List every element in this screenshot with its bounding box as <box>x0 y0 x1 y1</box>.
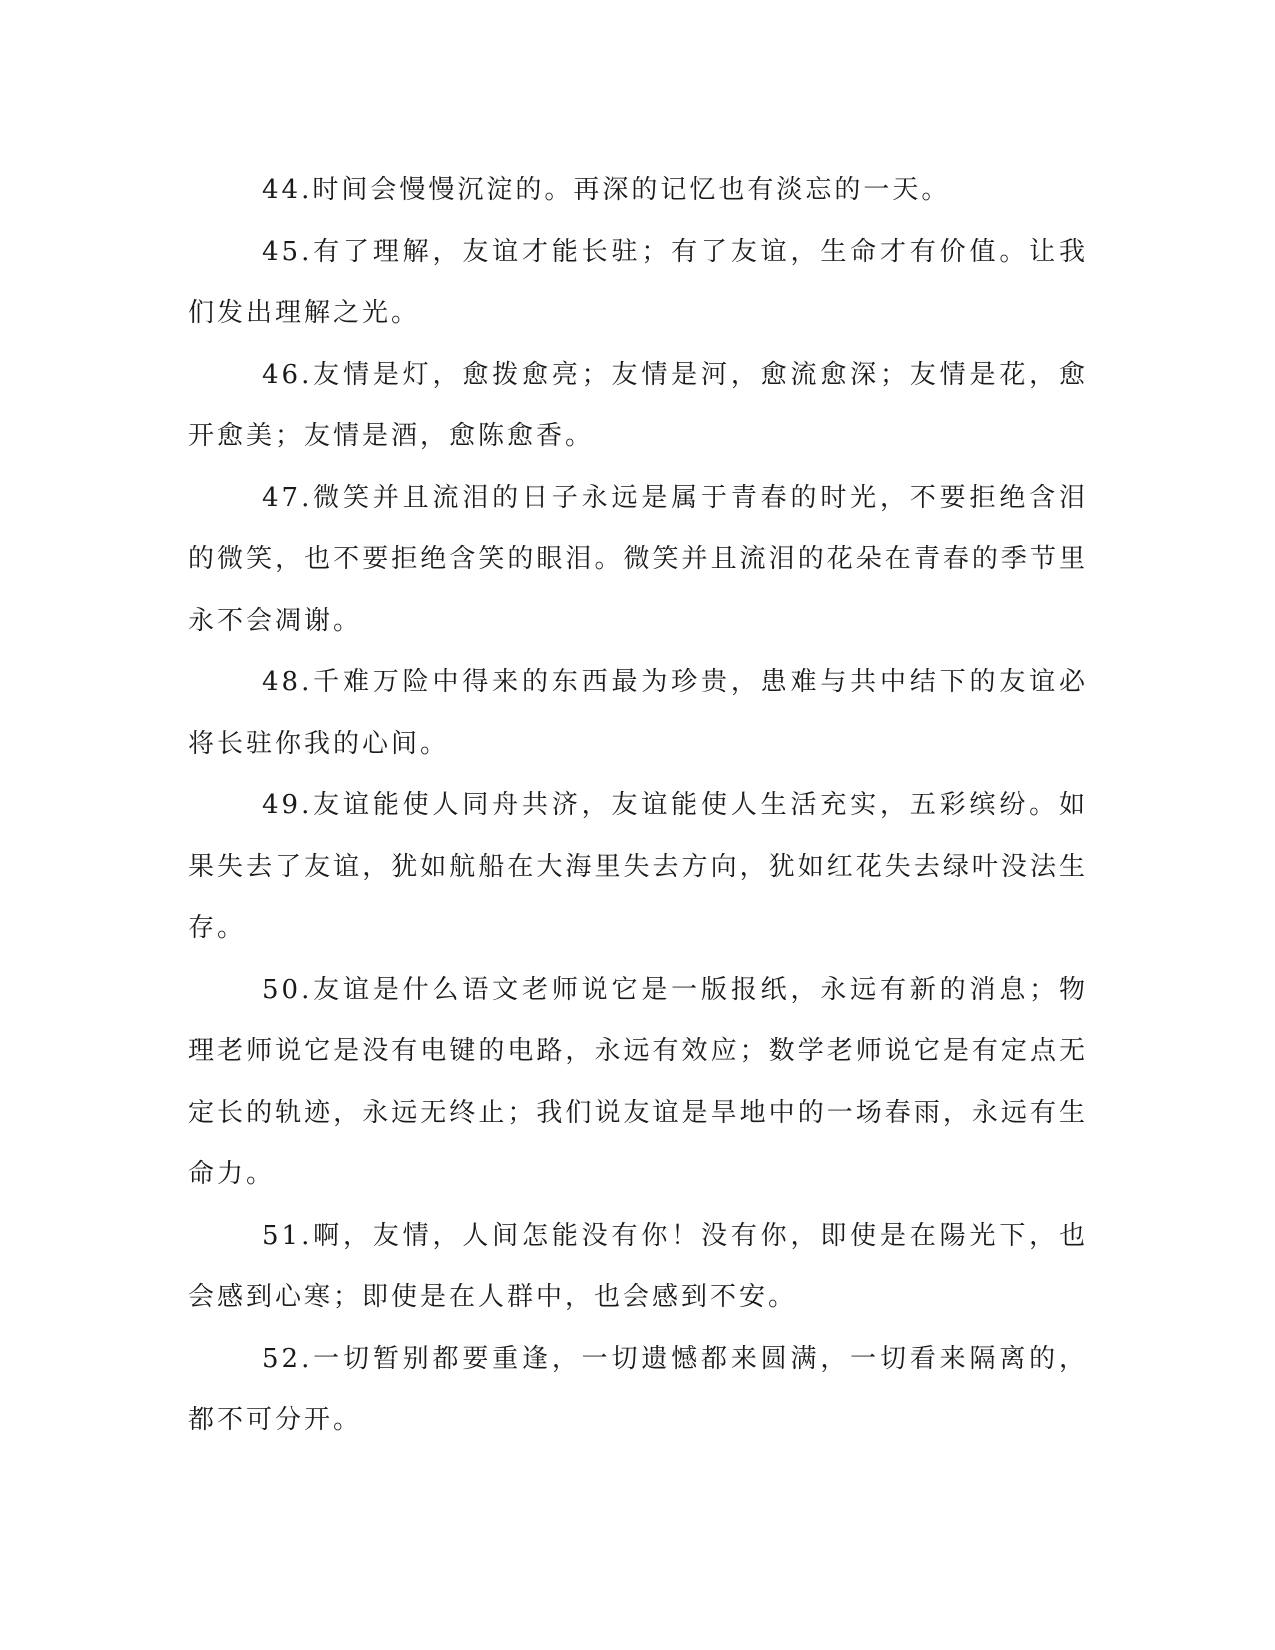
paragraph-52: 52.一切暂别都要重逢，一切遗憾都来圆满，一切看来隔离的，都不可分开。 <box>188 1343 1088 1435</box>
paragraph-50: 50.友谊是什么语文老师说它是一版报纸，永远有新的消息；物理老师说它是没有电键的电路，永远有效应；数学老师说它是有定点无定长的轨迹，永远无终止；我们说友谊是旱地中的一场春雨，永远有生命力。 <box>188 974 1088 1189</box>
paragraph-46: 46.友情是灯，愈拨愈亮；友情是河，愈流愈深；友情是花，愈开愈美；友情是酒，愈陈愈香。 <box>188 359 1088 451</box>
paragraph-49: 49.友谊能使人同舟共济，友谊能使人生活充实，五彩缤纷。如果失去了友谊，犹如航船在大海里失去方向，犹如红花失去绿叶没法生存。 <box>188 790 1088 943</box>
document-body <box>188 160 1088 1452</box>
paragraph-44: 44.时间会慢慢沉淀的。再深的记忆也有淡忘的一天。 <box>262 175 951 205</box>
paragraph-45: 45.有了理解，友谊才能长驻；有了友谊，生命才有价值。让我们发出理解之光。 <box>188 236 1088 328</box>
paragraph-48: 48.千难万险中得来的东西最为珍贵，患难与共中结下的友谊必将长驻你我的心间。 <box>188 667 1088 759</box>
paragraph-51: 51.啊，友情，人间怎能没有你！没有你，即使是在陽光下，也会感到心寒；即使是在人群中，也会感到不安。 <box>188 1220 1088 1312</box>
paragraph-47: 47.微笑并且流泪的日子永远是属于青春的时光，不要拒绝含泪的微笑，也不要拒绝含笑的眼泪。微笑并且流泪的花朵在青春的季节里永不会凋谢。 <box>188 482 1088 636</box>
